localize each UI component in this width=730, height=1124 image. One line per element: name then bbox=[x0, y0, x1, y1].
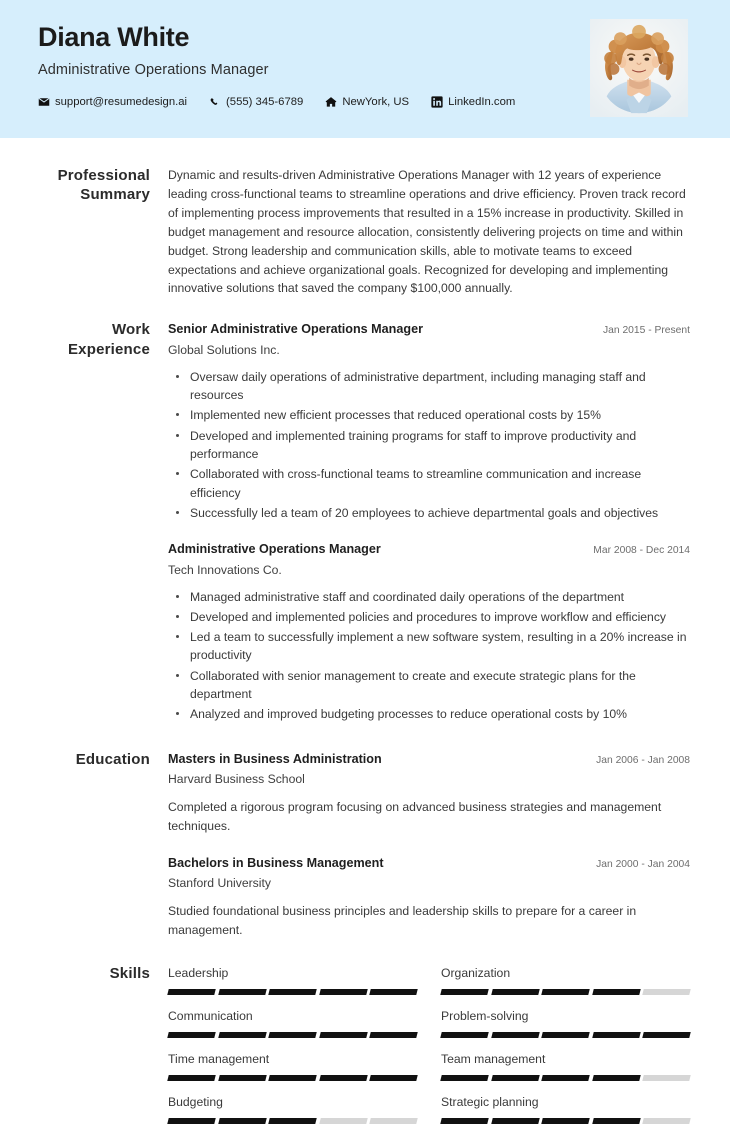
skill-rating-segment bbox=[643, 1075, 691, 1081]
skill-rating-segment bbox=[643, 1118, 691, 1124]
work-entry-date: Jan 2015 - Present bbox=[602, 325, 690, 337]
section-professional-summary bbox=[40, 166, 690, 298]
candidate-job-title: Administrative Operations Manager bbox=[38, 62, 269, 79]
skill-rating-bar bbox=[441, 1075, 690, 1081]
skill-rating-segment bbox=[440, 1075, 488, 1081]
skill-rating-segment bbox=[592, 1075, 640, 1081]
work-entry bbox=[168, 320, 690, 522]
skill-rating-segment bbox=[319, 1118, 367, 1124]
skill-rating-segment bbox=[440, 1118, 488, 1124]
education-entry-head bbox=[168, 854, 690, 874]
skill-name: Time management bbox=[168, 1051, 270, 1066]
skill-rating-segment bbox=[541, 1075, 589, 1081]
skill-rating-segment bbox=[319, 989, 367, 995]
skill-rating-bar bbox=[168, 1118, 417, 1124]
list-item: Developed and implemented training programs for staff to improve productivity and performance bbox=[168, 427, 690, 464]
list-item: Led a team to successfully implement a new software system, resulting in a 20% increase in productivity bbox=[168, 628, 690, 665]
summary-body bbox=[168, 166, 690, 298]
education-entry-description: Studied foundational business principles and leadership skills to prepare for a career in management. bbox=[168, 904, 637, 938]
portrait-photo-graphic bbox=[590, 19, 688, 117]
avatar bbox=[590, 19, 688, 117]
work-entry-bullets bbox=[168, 368, 690, 522]
work-entry-organization: Tech Innovations Co. bbox=[168, 562, 282, 577]
list-item: Oversaw daily operations of administrative department, including managing staff and resources bbox=[168, 368, 690, 405]
skills-grid bbox=[168, 964, 690, 1124]
contact-phone-label: (555) 345-6789 bbox=[226, 96, 304, 109]
contact-email[interactable] bbox=[38, 96, 187, 108]
skill-rating-segment bbox=[370, 989, 418, 995]
home-icon bbox=[325, 96, 337, 108]
skill-item bbox=[441, 1093, 690, 1124]
skill-rating-segment bbox=[319, 1075, 367, 1081]
section-work-experience bbox=[40, 320, 690, 725]
skill-rating-bar bbox=[168, 989, 417, 995]
skill-rating-segment bbox=[592, 989, 640, 995]
skill-rating-bar bbox=[441, 1032, 690, 1038]
education-body bbox=[168, 750, 690, 940]
resume-header bbox=[0, 0, 730, 138]
contact-email-label: support@resumedesign.ai bbox=[55, 96, 188, 109]
work-entry-title: Administrative Operations Manager bbox=[168, 542, 381, 557]
contact-linkedin-label: LinkedIn.com bbox=[448, 96, 516, 109]
skill-rating-segment bbox=[440, 1032, 488, 1038]
skill-rating-segment bbox=[167, 1032, 215, 1038]
education-entry-date: Jan 2006 - Jan 2008 bbox=[596, 754, 690, 766]
skill-rating-bar bbox=[441, 1118, 690, 1124]
skill-item bbox=[168, 1050, 417, 1081]
candidate-name: Diana White bbox=[38, 22, 190, 52]
skill-item bbox=[441, 1007, 690, 1038]
education-entry-title: Masters in Business Administration bbox=[168, 751, 382, 766]
skill-rating-segment bbox=[218, 1118, 266, 1124]
resume-body bbox=[0, 138, 730, 1124]
skill-rating-segment bbox=[268, 1118, 316, 1124]
skill-rating-segment bbox=[592, 1032, 640, 1038]
work-entry-organization: Global Solutions Inc. bbox=[168, 342, 280, 357]
skill-rating-segment bbox=[440, 989, 488, 995]
work-entry-bullets bbox=[168, 588, 690, 724]
work-entry-head bbox=[168, 320, 690, 340]
envelope-icon bbox=[38, 96, 50, 108]
skill-rating-segment bbox=[319, 1032, 367, 1038]
skill-rating-bar bbox=[441, 989, 690, 995]
skill-name: Communication bbox=[168, 1009, 253, 1024]
education-entry-head bbox=[168, 750, 690, 770]
contact-phone[interactable] bbox=[209, 96, 303, 108]
section-skills bbox=[40, 964, 690, 1124]
list-item: Collaborated with cross-functional teams to streamline communication and increase efficiency bbox=[168, 465, 690, 502]
section-label-work: Work Experience bbox=[67, 321, 150, 358]
skill-rating-bar bbox=[168, 1075, 417, 1081]
section-label-summary: Professional Summary bbox=[57, 167, 150, 204]
skills-body bbox=[168, 964, 690, 1124]
list-item: Successfully led a team of 20 employees to achieve departmental goals and objectives bbox=[168, 504, 690, 522]
list-item: Developed and implemented policies and procedures to improve workflow and efficiency bbox=[168, 608, 690, 626]
work-entry bbox=[168, 540, 690, 724]
section-education bbox=[40, 750, 690, 940]
skill-rating-segment bbox=[218, 1032, 266, 1038]
education-entry-organization: Harvard Business School bbox=[168, 772, 305, 787]
contact-linkedin[interactable] bbox=[431, 96, 515, 108]
skill-rating-segment bbox=[643, 1032, 691, 1038]
skill-item bbox=[441, 964, 690, 995]
skill-rating-segment bbox=[643, 989, 691, 995]
education-entry-date: Jan 2000 - Jan 2004 bbox=[596, 858, 690, 870]
skill-rating-segment bbox=[218, 989, 266, 995]
skill-rating-segment bbox=[268, 989, 316, 995]
skill-rating-segment bbox=[268, 1075, 316, 1081]
skill-rating-bar bbox=[168, 1032, 417, 1038]
work-entry-title: Senior Administrative Operations Manager bbox=[168, 322, 423, 337]
phone-icon bbox=[209, 96, 221, 108]
skill-item bbox=[168, 1093, 417, 1124]
skill-name: Strategic planning bbox=[441, 1094, 539, 1109]
skill-rating-segment bbox=[370, 1075, 418, 1081]
skill-rating-segment bbox=[370, 1118, 418, 1124]
skill-rating-segment bbox=[541, 1032, 589, 1038]
summary-text: Dynamic and results-driven Administrative Operations Manager with 12 years of experience leading cross-functional teams to streamline operations and drive efficiency. Proven track record of implementing process improvements that resulted in a 15% increase in productivity. Skilled in budget management and resource allocation, consistently delivering projects on time and within budget. Strong leadership and communication skills, able to motivate teams to exceed expectations and achieve organizational goals. Recognized for developing and implementing innovative solutions that saved the company $100,000 annually. bbox=[168, 168, 686, 296]
linkedin-icon bbox=[431, 96, 443, 108]
skill-rating-segment bbox=[491, 1075, 539, 1081]
skill-rating-segment bbox=[541, 989, 589, 995]
skill-name: Leadership bbox=[168, 966, 229, 981]
skill-name: Problem-solving bbox=[441, 1009, 529, 1024]
education-entry-description: Completed a rigorous program focusing on advanced business strategies and management techniques. bbox=[168, 800, 662, 833]
skill-item bbox=[168, 1007, 417, 1038]
skill-name: Team management bbox=[441, 1051, 546, 1066]
education-entry-organization: Stanford University bbox=[168, 876, 271, 891]
skill-rating-segment bbox=[592, 1118, 640, 1124]
skill-name: Organization bbox=[441, 966, 511, 981]
skill-rating-segment bbox=[491, 1118, 539, 1124]
list-item: Managed administrative staff and coordinated daily operations of the department bbox=[168, 588, 690, 606]
skill-rating-segment bbox=[370, 1032, 418, 1038]
skill-name: Budgeting bbox=[168, 1094, 223, 1109]
education-entry bbox=[168, 750, 690, 836]
contact-location[interactable] bbox=[325, 96, 409, 108]
work-entry-date: Mar 2008 - Dec 2014 bbox=[593, 545, 690, 557]
skill-rating-segment bbox=[167, 989, 215, 995]
skill-rating-segment bbox=[167, 1075, 215, 1081]
work-body bbox=[168, 320, 690, 725]
skill-rating-segment bbox=[491, 1032, 539, 1038]
list-item: Implemented new efficient processes that reduced operational costs by 15% bbox=[168, 406, 690, 424]
skill-rating-segment bbox=[541, 1118, 589, 1124]
skill-rating-segment bbox=[218, 1075, 266, 1081]
list-item: Collaborated with senior management to create and execute strategic plans for the department bbox=[168, 667, 690, 704]
list-item: Analyzed and improved budgeting processes to reduce operational costs by 10% bbox=[168, 705, 690, 723]
work-entry-head bbox=[168, 540, 690, 560]
education-entry-title: Bachelors in Business Management bbox=[168, 855, 384, 870]
contact-location-label: NewYork, US bbox=[342, 96, 410, 109]
education-entry bbox=[168, 854, 690, 940]
skill-rating-segment bbox=[268, 1032, 316, 1038]
skill-item bbox=[441, 1050, 690, 1081]
skill-item bbox=[168, 964, 417, 995]
skill-rating-segment bbox=[167, 1118, 215, 1124]
section-label-education: Education bbox=[75, 750, 150, 768]
skill-rating-segment bbox=[491, 989, 539, 995]
section-label-skills: Skills bbox=[109, 965, 150, 983]
